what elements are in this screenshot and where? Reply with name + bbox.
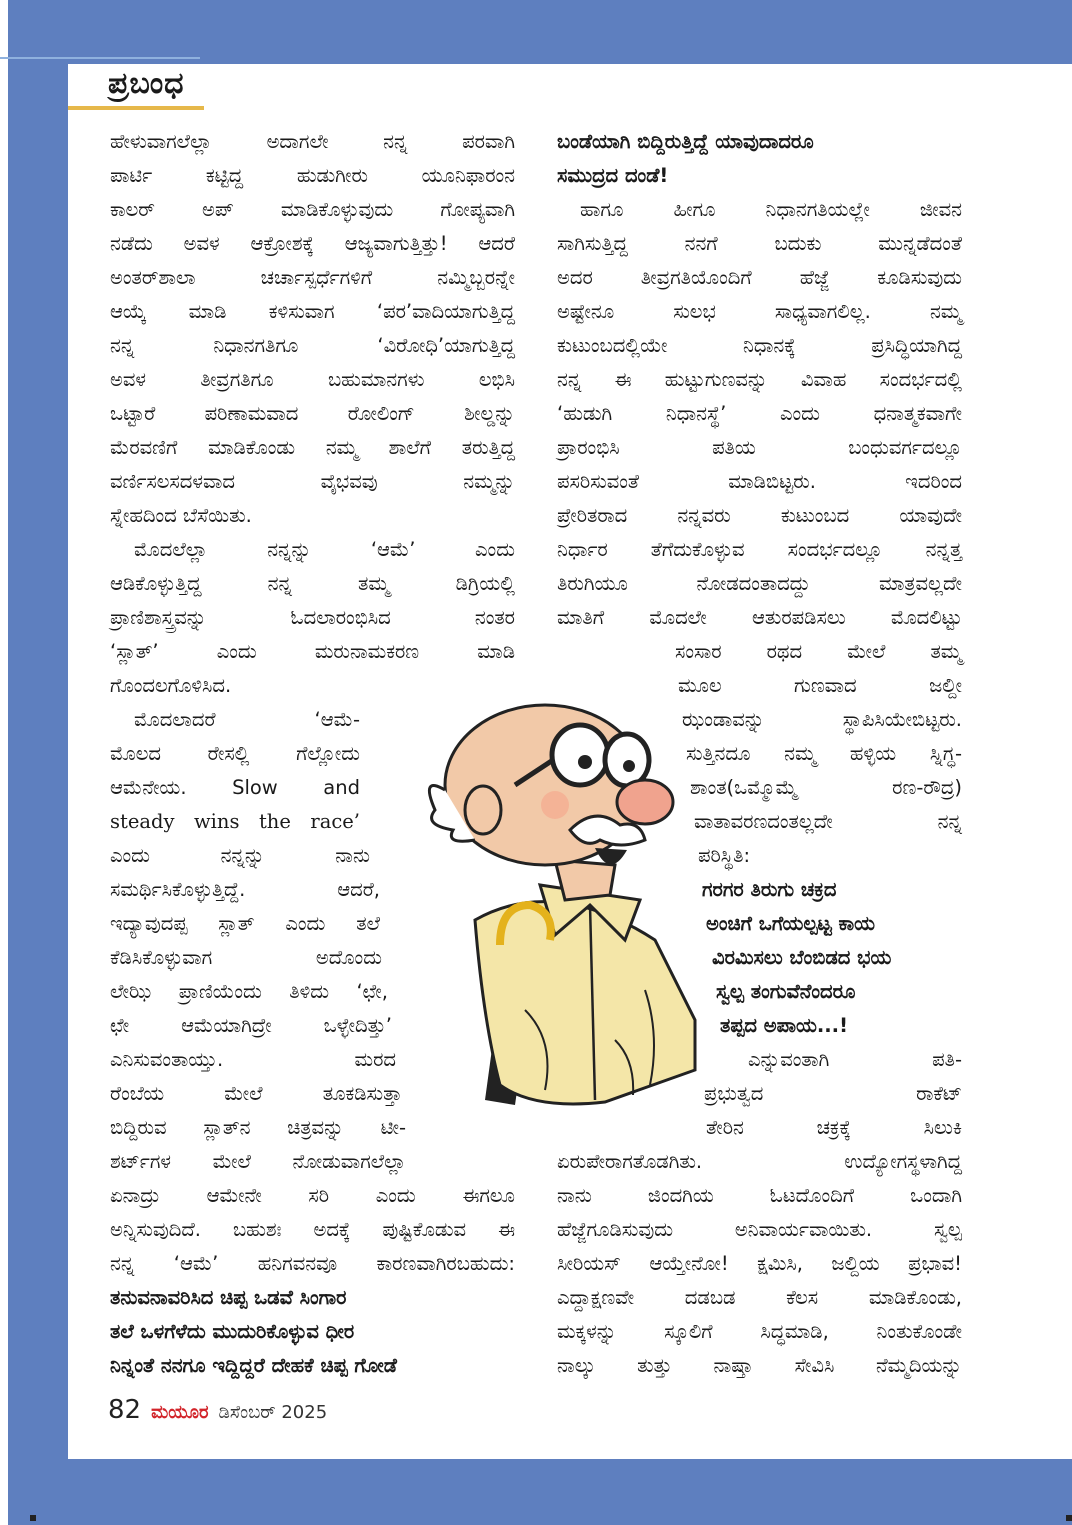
- cartoon-man-illustration: [405, 690, 705, 1110]
- magazine-logo: ಮಯೂರ: [151, 1402, 209, 1423]
- right-line-16: ಸಂಸಾರ ರಥದ ಮೇಲೆ ತಮ್ಮ: [675, 640, 962, 663]
- page-footer: [108, 1395, 327, 1425]
- left-line-32: ಏನಾದ್ರು ಆಮೇನೇ ಸರಿ ಎಂದು ಈಗಲೂ: [110, 1184, 515, 1207]
- left-line-17: ಗೊಂದಲಗೊಳಿಸಿದ.: [110, 674, 232, 697]
- left-line-6: ಆಯ್ಕೆ ಮಾಡಿ ಕಳಿಸುವಾಗ ‘ಪರ’ವಾದಿಯಾಗುತ್ತಿದ್ದ: [110, 300, 515, 323]
- left-line-5: ಅಂತರ್‌ಶಾಲಾ ಚರ್ಚಾಸ್ಪರ್ಧೆಗಳಿಗೆ ನಮ್ಮಿಬ್ಬರನ್ನೇ: [110, 266, 515, 289]
- right-line-37: ನಾಲ್ಕು ತುತ್ತು ನಾಷ್ತಾ ಸೇವಿಸಿ ನೆಮ್ಮದಿಯನ್ನು: [557, 1354, 962, 1377]
- right-line-31: ಏರುಪೇರಾಗತೊಡಗಿತು. ಉದ್ಯೋಗಸ್ಥಳಾಗಿದ್ದ: [557, 1150, 962, 1173]
- left-line-34: ನನ್ನ ‘ಆಮೆ’ ಹನಿಗವನವೂ ಕಾರಣವಾಗಿರಬಹುದು:: [110, 1252, 515, 1275]
- nose: [617, 780, 673, 824]
- right-line-36: ಮಕ್ಕಳನ್ನು ಸ್ಕೂಲಿಗೆ ಸಿದ್ಧಮಾಡಿ, ನಿಂತುಕೊಂಡೇ: [557, 1320, 962, 1343]
- right-line-17: ಮೂಲ ಗುಣವಾದ ಜಲ್ದೀ: [678, 674, 962, 697]
- section-underline: [68, 106, 204, 110]
- left-line-23: ಸಮರ್ಥಿಸಿಕೊಳ್ಳುತ್ತಿದ್ದೆ. ಆದರೆ,: [110, 878, 380, 901]
- left-line-31: ಶರ್ಟ್‌ಗಳ ಮೇಲೆ ನೋಡುವಾಗಲೆಲ್ಲಾ: [110, 1150, 406, 1173]
- page-left-margin: [0, 0, 8, 1525]
- right-line-9: ‘ಹುಡುಗಿ ನಿಧಾನಸ್ಥೆ’ ಎಂದು ಧನಾತ್ಮಕವಾಗೇ: [557, 402, 962, 425]
- shirt: [475, 902, 695, 1104]
- left-line-2: ಪಾರ್ಟಿ ಕಟ್ಟಿದ್ದ ಹುಡುಗೀರು ಯೂನಿಫಾರಂನ: [110, 164, 515, 187]
- left-line-3: ಕಾಲರ್ ಅಪ್ ಮಾಡಿಕೊಳ್ಳುವುದು ಗೋಪ್ಯವಾಗಿ: [110, 198, 515, 221]
- issue-date: ಡಿಸೆಂಬರ್ 2025: [218, 1402, 328, 1423]
- left-line-28: ಎನಿಸುವಂತಾಯ್ತು. ಮರದ: [110, 1048, 396, 1071]
- right-line-11: ಪಸರಿಸುವಂತೆ ಮಾಡಿಬಿಟ್ಟರು. ಇದರಿಂದ: [557, 470, 962, 493]
- right-line-20: ಶಾಂತ(ಒಮ್ಮೊಮ್ಮೆ ರಣ-ರೌದ್ರ): [690, 776, 962, 799]
- left-line-8: ಅವಳ ತೀವ್ರಗತಿಗೂ ಬಹುಮಾನಗಳು ಲಭಿಸಿ: [110, 368, 515, 391]
- left-line-19: ಮೊಲದ ರೇಸಲ್ಲಿ ಗೆಲ್ಲೋದು: [110, 742, 360, 765]
- right-line-32: ನಾನು ಜಿಂದಗಿಯ ಓಟದೊಂದಿಗೆ ಒಂದಾಗಿ: [557, 1184, 962, 1207]
- eye-left: [578, 755, 592, 769]
- glasses-left-lens: [552, 725, 608, 785]
- left-line-27: ಛೇ ಆಮೆಯಾಗಿದ್ರೇ ಒಳ್ಳೇದಿತ್ತು’: [110, 1014, 392, 1037]
- right-line-10: ಪ್ರಾರಂಭಿಸಿ ಪತಿಯ ಬಂಧುವರ್ಗದಲ್ಲೂ: [557, 436, 962, 459]
- right-line-28: ಎನ್ನುವಂತಾಗಿ ಪತಿ-: [748, 1048, 962, 1071]
- left-line-29: ರೆಂಬೆಯ ಮೇಲೆ ತೂಕಡಿಸುತ್ತಾ: [110, 1082, 402, 1105]
- left-line-14: ಆಡಿಕೊಳ್ಳುತ್ತಿದ್ದ ನನ್ನ ತಮ್ಮ ಡಿಗ್ರಿಯಲ್ಲಿ: [110, 572, 515, 595]
- right-line-12: ಪ್ರೇರಿತರಾದ ನನ್ನವರು ಕುಟುಂಬದ ಯಾವುದೇ: [557, 504, 962, 527]
- left-line-30: ಬಿದ್ದಿರುವ ಸ್ಲಾತ್‌ನ ಚಿತ್ರವನ್ನು ಟೀ-: [110, 1116, 406, 1139]
- right-line-35: ಎದ್ದಾಕ್ಷಣವೇ ದಡಬಡ ಕೆಲಸ ಮಾಡಿಕೊಂಡು,: [557, 1286, 962, 1309]
- left-line-11: ವರ್ಣಿಸಲಸದಳವಾದ ವೈಭವವು ನಮ್ಮನ್ನು: [110, 470, 515, 493]
- mouth: [595, 848, 627, 865]
- right-line-19: ಸುತ್ತಿನದೂ ನಮ್ಮ ಹಳ್ಳಿಯ ಸ್ನಿಗ್ಧ-: [686, 742, 962, 765]
- crop-mark: [30, 1515, 36, 1521]
- right-line-4: ಸಾಗಿಸುತ್ತಿದ್ದ ನನಗೆ ಬದುಕು ಮುನ್ನಡೆದಂತೆ: [557, 232, 962, 255]
- poem-line-2: ತಲೆ ಒಳಗೆಳೆದು ಮುದುರಿಕೊಳ್ಳುವ ಧೀರ: [110, 1320, 355, 1343]
- crop-mark: [1066, 1515, 1072, 1521]
- left-line-20: ಆಮೆನೇಯ. Slow and: [110, 776, 360, 799]
- left-line-13: ಮೊದಲೆಲ್ಲಾ ನನ್ನನ್ನು ‘ಆಮೆ’ ಎಂದು: [134, 538, 515, 561]
- poem-2-line-2: ಅಂಚಿಗೆ ಒಗೆಯಲ್ಪಟ್ಟ ಕಾಯ: [706, 912, 876, 935]
- ear: [465, 786, 501, 834]
- poem-2-line-4: ಸ್ವಲ್ಪ ತಂಗುವೆನೆಂದರೂ: [716, 980, 856, 1003]
- left-line-9: ಒಟ್ಟಾರೆ ಪರಿಣಾಮವಾದ ರೋಲಿಂಗ್ ಶೀಲ್ಡನ್ನು: [110, 402, 515, 425]
- eye-right: [623, 760, 635, 772]
- right-line-5: ಅದರ ತೀವ್ರಗತಿಯೊಂದಿಗೆ ಹೆಜ್ಜೆ ಕೂಡಿಸುವುದು: [557, 266, 962, 289]
- cheek: [541, 791, 569, 819]
- poem-2-line-1: ಗರಗರ ತಿರುಗು ಚಕ್ರದ: [702, 878, 837, 901]
- poem-2-line-5: ತಪ್ಪದ ಅಪಾಯ...!: [720, 1014, 848, 1037]
- right-line-21: ವಾತಾವರಣದಂತಲ್ಲದೇ ನನ್ನ: [694, 810, 962, 833]
- right-line-15: ಮಾತಿಗೆ ಮೊದಲೇ ಆತುರಪಡಿಸಲು ಮೊದಲಿಟ್ಟು: [557, 606, 962, 629]
- left-line-4: ನಡೆದು ಅವಳ ಆಕ್ರೋಶಕ್ಕೆ ಆಜ್ಯವಾಗುತ್ತಿತ್ತು! ಆದರೆ: [110, 232, 515, 255]
- left-line-15: ಪ್ರಾಣಿಶಾಸ್ತ್ರವನ್ನು ಓದಲಾರಂಭಿಸಿದ ನಂತರ: [110, 606, 515, 629]
- left-line-10: ಮೆರವಣಿಗೆ ಮಾಡಿಕೊಂಡು ನಮ್ಮ ಶಾಲೆಗೆ ತರುತ್ತಿದ್ದ: [110, 436, 515, 459]
- glasses-right-lens: [605, 734, 649, 786]
- right-line-29: ಪ್ರಭುತ್ವದ ರಾಕೆಟ್: [704, 1082, 962, 1105]
- right-line-34: ಸೀರಿಯಸ್ ಆಯ್ತೇನೋ! ಕ್ಷಮಿಸಿ, ಜಲ್ದಿಯ ಪ್ರಭಾವ!: [557, 1252, 962, 1275]
- neck: [555, 860, 615, 900]
- right-line-18: ಝಂಡಾವನ್ನು ಸ್ಥಾಪಿಸಿಯೇಬಿಟ್ಟರು.: [682, 708, 962, 731]
- right-line-8: ನನ್ನ ಈ ಹುಟ್ಟುಗುಣವನ್ನು ವಿವಾಹ ಸಂದರ್ಭದಲ್ಲಿ: [557, 368, 962, 391]
- left-line-22: ಎಂದು ನನ್ನನ್ನು ನಾನು: [110, 844, 370, 867]
- right-line-13: ನಿರ್ಧಾರ ತೆಗೆದುಕೊಳ್ಳುವ ಸಂದರ್ಭದಲ್ಲೂ ನನ್ನತ್ತ: [557, 538, 962, 561]
- page-number: 82: [108, 1395, 142, 1425]
- left-line-16: ‘ಸ್ಲಾತ್’ ಎಂದು ಮರುನಾಮಕರಣ ಮಾಡಿ: [110, 640, 515, 663]
- left-line-18: ಮೊದಲಾದರೆ ‘ಆಮೆ-: [134, 708, 360, 731]
- left-line-21: steady wins the race’: [110, 810, 360, 833]
- poem-2-line-3: ವಿರಮಿಸಲು ಬೆಂಬಿಡದ ಭಯ: [712, 946, 892, 969]
- left-line-1: ಹೇಳುವಾಗಲೆಲ್ಲಾ ಅದಾಗಲೇ ನನ್ನ ಪರವಾಗಿ: [110, 130, 515, 153]
- poem-line-3: ನಿನ್ನಂತೆ ನನಗೂ ಇದ್ದಿದ್ದರೆ ದೇಹಕೆ ಚಿಪ್ಪ ಗೋಡೆ: [110, 1354, 397, 1377]
- poem-line-4: ಬಂಡೆಯಾಗಿ ಬಿದ್ದಿರುತ್ತಿದ್ದೆ ಯಾವುದಾದರೂ: [557, 130, 814, 153]
- right-line-30: ತೇರಿನ ಚಕ್ರಕ್ಕೆ ಸಿಲುಕಿ: [706, 1116, 962, 1139]
- poem-line-5: ಸಮುದ್ರದ ದಂಡೆ!: [557, 164, 669, 187]
- poem-line-1: ತನುವನಾವರಿಸಿದ ಚಿಪ್ಪ ಒಡವೆ ಸಿಂಗಾರ: [110, 1286, 347, 1309]
- left-line-25: ಕೆಡಿಸಿಕೊಳ್ಳುವಾಗ ಅದೊಂದು: [110, 946, 382, 969]
- right-line-22: ಪರಿಸ್ಥಿತಿ:: [698, 844, 751, 867]
- left-line-24: ಇದ್ಯಾವುದಪ್ಪ ಸ್ಲಾತ್ ಎಂದು ತಲೆ: [110, 912, 380, 935]
- right-line-3: ಹಾಗೂ ಹೀಗೂ ನಿಧಾನಗತಿಯಲ್ಲೇ ಜೀವನ: [580, 198, 962, 221]
- header-rule: [0, 57, 200, 59]
- left-line-33: ಅನ್ನಿಸುವುದಿದೆ. ಬಹುಶಃ ಅದಕ್ಕೆ ಪುಷ್ಟಿಕೊಡುವ ಈ: [110, 1218, 515, 1241]
- left-line-12: ಸ್ನೇಹದಿಂದ ಬೆಸೆಯಿತು.: [110, 504, 252, 527]
- right-line-14: ತಿರುಗಿಯೂ ನೋಡದಂತಾದದ್ದು ಮಾತ್ರವಲ್ಲದೇ: [557, 572, 962, 595]
- right-line-7: ಕುಟುಂಬದಲ್ಲಿಯೇ ನಿಧಾನಕ್ಕೆ ಪ್ರಸಿದ್ಧಿಯಾಗಿದ್ದ: [557, 334, 962, 357]
- right-line-6: ಅಷ್ಟೇನೂ ಸುಲಭ ಸಾಧ್ಯವಾಗಲಿಲ್ಲ. ನಮ್ಮ: [557, 300, 962, 323]
- left-line-26: ಲೇಝಿ ಪ್ರಾಣಿಯೆಂದು ತಿಳಿದು ‘ಛೇ,: [110, 980, 388, 1003]
- right-line-33: ಹೆಜ್ಜೆಗೂಡಿಸುವುದು ಅನಿವಾರ್ಯವಾಯಿತು. ಸ್ವಲ್ಪ: [557, 1218, 962, 1241]
- left-line-7: ನನ್ನ ನಿಧಾನಗತಿಗೂ ‘ವಿರೋಧಿ’ಯಾಗುತ್ತಿದ್ದ: [110, 334, 515, 357]
- section-title: ಪ್ರಬಂಧ: [108, 66, 185, 101]
